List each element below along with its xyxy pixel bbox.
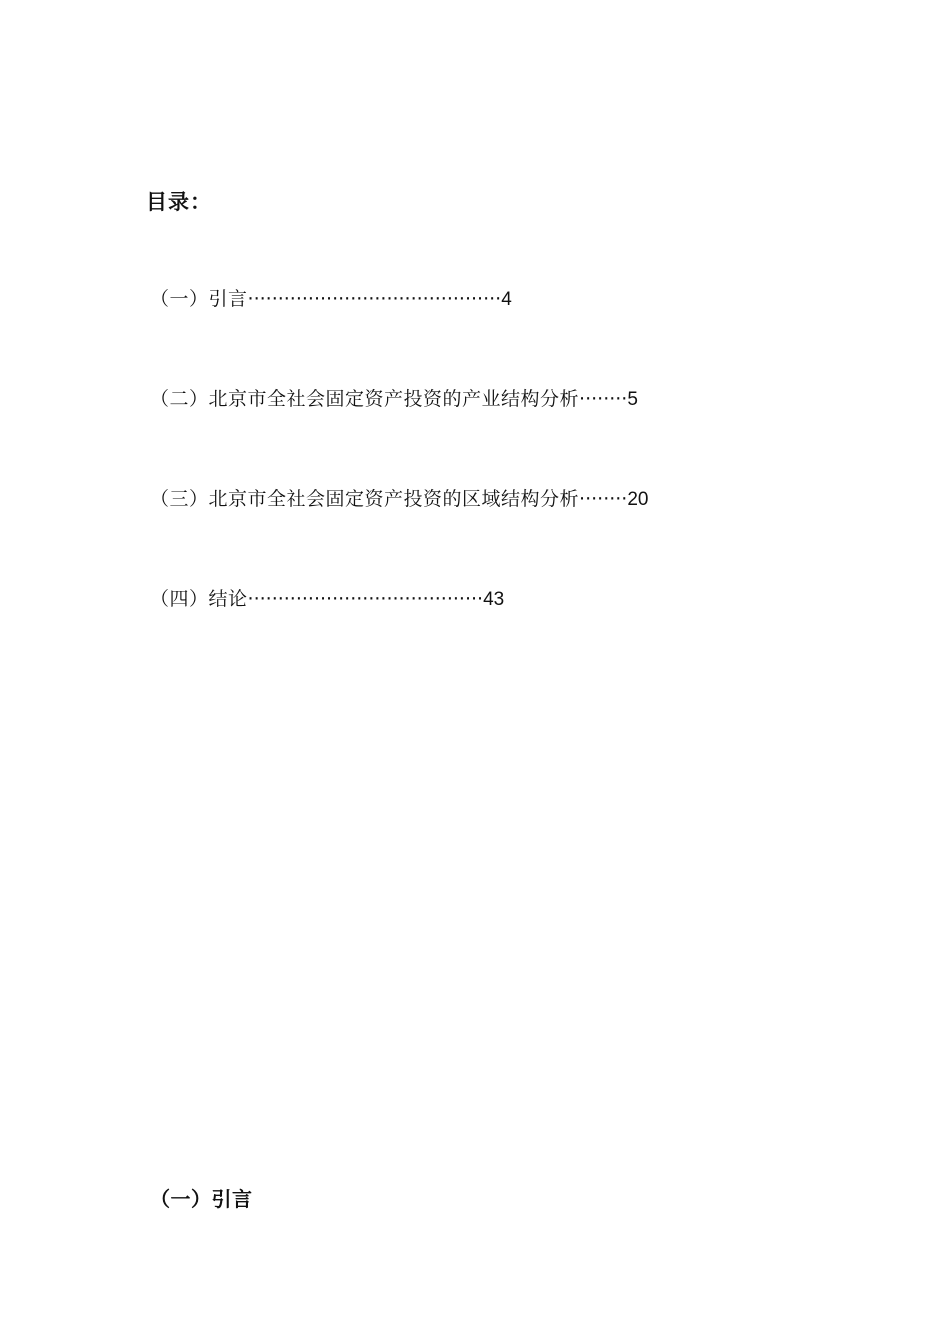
toc-entry-page: 43 [483, 589, 505, 610]
toc-entry-regional-structure[interactable] [150, 486, 649, 513]
toc-entry-leader: ······································· [247, 588, 484, 610]
toc-entry-title: 引言 [208, 288, 248, 310]
toc-entry-leader: ········ [579, 388, 628, 410]
toc-entry-leader: ········ [579, 488, 628, 510]
toc-entry-title: 结论 [208, 588, 248, 610]
toc-entry-conclusion[interactable] [150, 586, 504, 613]
toc-entry-industry-structure[interactable] [150, 386, 638, 413]
toc-entry-number: （三） [150, 488, 209, 510]
toc-entry-introduction[interactable] [150, 286, 512, 313]
toc-entry-page: 4 [501, 289, 512, 310]
toc-entry-page: 20 [627, 489, 649, 510]
toc-entry-leader: ·········································· [247, 288, 502, 310]
toc-entry-title: 北京市全社会固定资产投资的产业结构分析 [208, 388, 580, 410]
toc-entry-number: （二） [150, 388, 209, 410]
toc-heading: 目录： [146, 190, 212, 214]
toc-entry-page: 5 [627, 389, 638, 410]
section-heading-introduction: （一）引言 [150, 1187, 253, 1211]
toc-entry-number: （四） [150, 588, 209, 610]
toc-entry-title: 北京市全社会固定资产投资的区域结构分析 [208, 488, 580, 510]
toc-entry-number: （一） [150, 288, 209, 310]
